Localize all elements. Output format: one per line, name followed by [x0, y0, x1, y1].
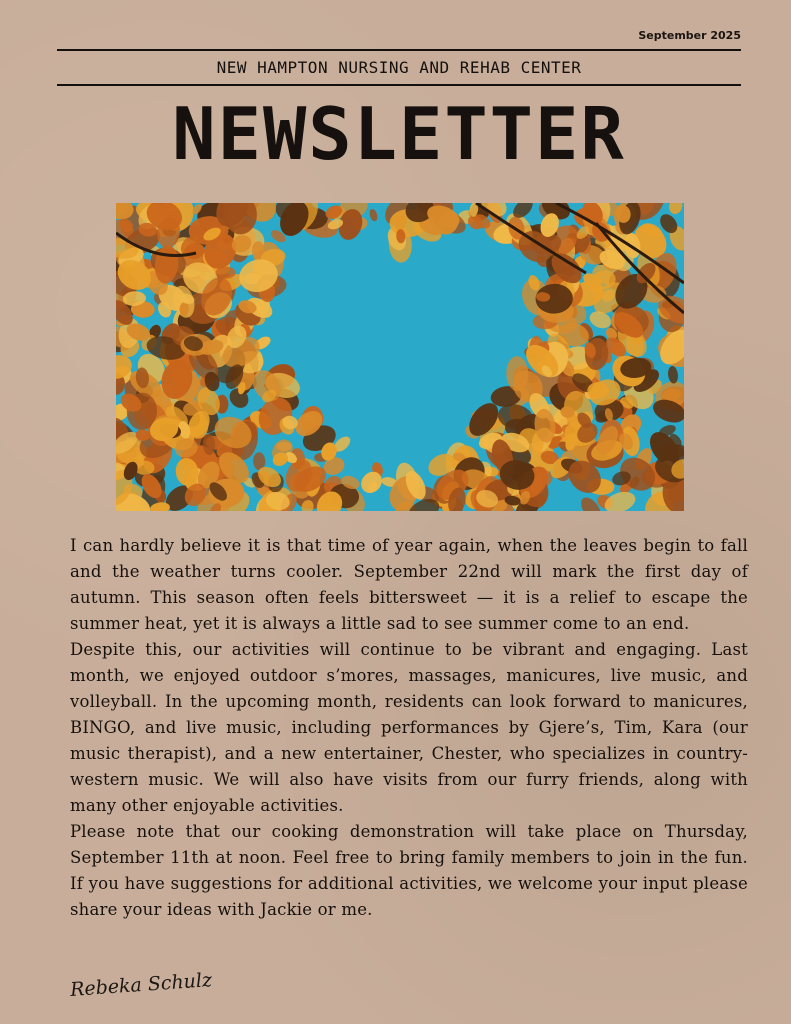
organization-name: NEW HAMPTON NURSING AND REHAB CENTER — [216, 58, 582, 77]
newsletter-date: September 2025 — [638, 29, 741, 42]
leaf-mark — [587, 382, 609, 399]
leaf-mark — [368, 208, 378, 222]
article-paragraph-3: Please note that our cooking demonstration will take place on Thursday, September 11th at noon. Feel free to bring family members to join in the fun. If you have suggestions for additional activities, we welcome your input please share your ideas with Jackie or me. — [70, 822, 748, 919]
article-body — [70, 533, 748, 923]
article-paragraph-1: I can hardly believe it is that time of year again, when the leaves begin to fall and the weather turns cooler. September 22nd will mark the first day of autumn. This season often feels bittersweet — it is a relief to escape the summer heat, yet it is always a little sad to see summer come to an end. — [70, 536, 748, 633]
leaf-mark — [667, 365, 679, 384]
autumn-heart-photo — [116, 203, 684, 511]
leaf-mark — [667, 203, 684, 216]
header-bottom-rule — [57, 84, 741, 86]
masthead-title: NEWSLETTER — [172, 92, 626, 176]
author-signature: Rebeka Schulz — [69, 969, 213, 1001]
article-paragraph-2: Despite this, our activities will continue to be vibrant and engaging. Last month, we enjoyed outdoor s’mores, massages, manicures, live music, and volleyball. In the upcoming month, residents can look forward to manicures, BINGO, and live music, including performances by Gjere’s, Tim, Kara (our music therapist), and a new entertainer, Chester, who specializes in country-western music. We will also have visits from our furry friends, along with many other enjoyable activities. — [70, 640, 748, 815]
header-top-rule — [57, 49, 741, 51]
